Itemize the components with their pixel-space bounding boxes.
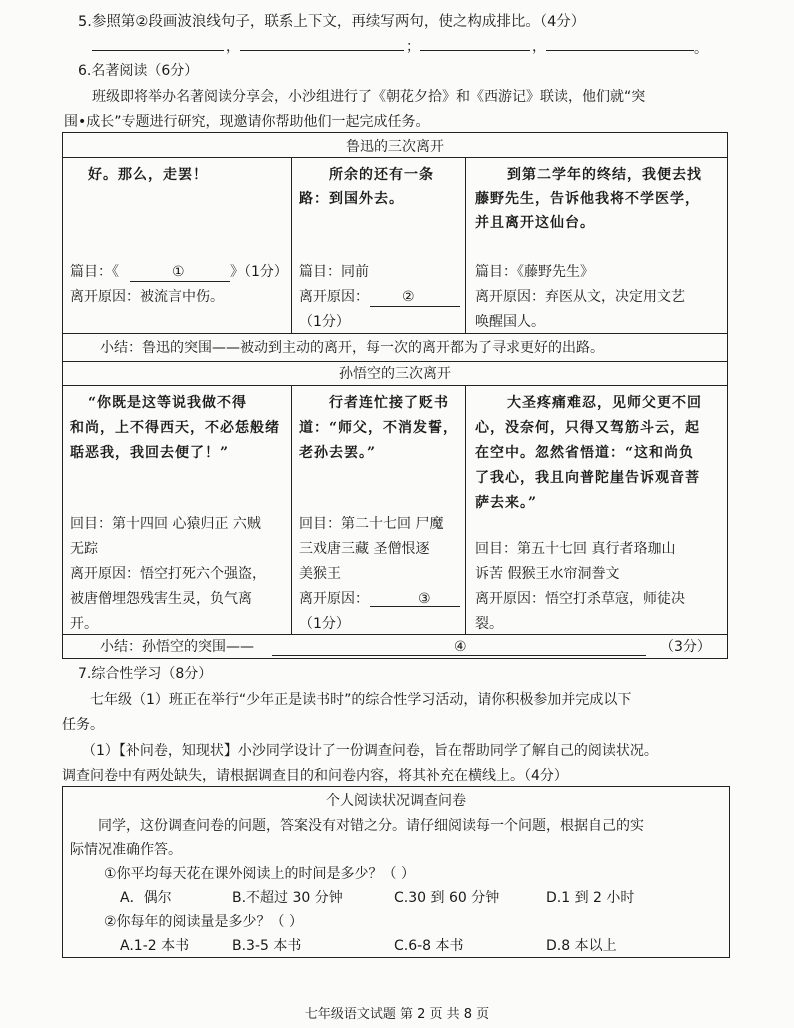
wukong-reason-1-l1: 离开原因：悟空打死六个强盗， [70, 566, 266, 582]
luxun-piece-1-label: 篇目：《 [70, 264, 119, 280]
wukong-quote-3-l5: 萨去来。” [475, 495, 538, 511]
luxun-points-2: （1分） [299, 314, 350, 330]
wukong-quote-2-l3: 老孙去罢。” [299, 445, 377, 461]
wukong-quote-2-l1: 行者连忙接了贬书 [329, 395, 449, 411]
luxun-header: 鲁迅的三次离开 [346, 139, 444, 155]
survey-q2-option-a[interactable]: A.1-2 本书 [120, 938, 190, 954]
survey-intro-l2: 际情况准确作答。 [70, 842, 182, 858]
luxun-quote-1: 好。那么，走罢！ [88, 167, 208, 183]
q6-intro-line-1: 班级即将举办名著阅读分享会，小沙组进行了《朝花夕拾》和《西游记》联读，他们就“突 [92, 89, 646, 105]
luxun-blank-2-marker: ② [402, 289, 415, 305]
wukong-reason-3-l1: 离开原因：悟空打杀草寇，师徒决 [475, 591, 685, 607]
luxun-blank-2[interactable] [370, 306, 460, 307]
q7-title: 7.综合性学习（8分） [78, 666, 213, 682]
wukong-quote-2-l2: 道：“师父，不消发誓， [299, 420, 459, 436]
wukong-reason-2-label: 离开原因： [299, 591, 369, 607]
survey-q1: ①你平均每天花在课外阅读上的时间是多少？（ ） [104, 866, 415, 882]
wukong-quote-3-l4: 了我心，我且向普陀崖告诉观音菩 [475, 470, 700, 486]
q6-intro-line-2: 围•成长”专题进行研究，现邀请你帮助他们一起完成任务。 [64, 114, 430, 130]
luxun-quote-3-l3: 并且离开这仙台。 [475, 215, 595, 231]
luxun-quote-2-l1: 所余的还有一条 [329, 167, 434, 183]
q5-answer-blank-1[interactable] [92, 50, 224, 51]
luxun-reason-1: 离开原因：被流言中伤。 [70, 289, 224, 305]
wukong-blank-3-marker: ③ [418, 591, 431, 607]
wukong-header: 孙悟空的三次离开 [339, 366, 451, 382]
wukong-reason-3-l2: 裂。 [475, 616, 503, 632]
luxun-piece-1-end: 》（1分） [230, 264, 288, 280]
q5-comma: ， [532, 39, 546, 55]
wukong-chapter-2-l1: 回目：第二十七回 尸魔 [299, 516, 444, 532]
wukong-chapter-2-l3: 美猴王 [299, 566, 341, 582]
wukong-summary-label: 小结：孙悟空的突围—— [100, 639, 254, 655]
wukong-chapter-1-l1: 回目：第十四回 心猿归正 六贼 [70, 516, 261, 532]
survey-q2-option-d[interactable]: D.8 本以上 [546, 938, 617, 954]
wukong-quote-1-l2: 和尚，上不得西天，不必恁般绪 [70, 420, 280, 436]
q5-answer-blank-3[interactable] [420, 50, 530, 51]
luxun-piece-2: 篇目：同前 [299, 264, 369, 280]
q7-intro-l1: 七年级（1）班正在举行“少年正是读书时”的综合性学习活动，请你积极参加并完成以下 [90, 692, 632, 708]
wukong-points-2: （1分） [299, 616, 350, 632]
luxun-quote-3-l1: 到第二学年的终结，我便去找 [507, 167, 702, 183]
wukong-chapter-3-l2: 诉苦 假猴王水帘洞誊文 [475, 566, 620, 582]
wukong-quote-3-l1: 大圣疼痛难忍，见师父更不回 [507, 395, 702, 411]
luxun-quote-3-l2: 藤野先生，告诉他我将不学医学， [475, 191, 700, 207]
survey-intro-l1: 同学，这份调查问卷的问题，答案没有对错之分。请仔细阅读每一个问题，根据自己的实 [98, 818, 644, 834]
luxun-piece-3: 篇目：《藤野先生》 [475, 264, 594, 280]
wukong-chapter-2-l2: 三戏唐三藏 圣僧恨逐 [299, 541, 430, 557]
wukong-quote-1-l1: “你既是这等说我做不得 [88, 395, 248, 411]
survey-title: 个人阅读状况调查问卷 [326, 793, 466, 809]
survey-q1-option-a[interactable]: A．偶尔 [120, 890, 172, 906]
luxun-quote-2-l2: 路：到国外去。 [299, 191, 404, 207]
q5-prompt: 5.参照第②段画波浪线句子，联系上下文，再续写两句，使之构成排比。（4分） [78, 14, 586, 30]
q5-period: 。 [694, 41, 708, 57]
wukong-reason-1-l3: 开。 [70, 616, 98, 632]
q5-answer-blank-4[interactable] [546, 50, 694, 51]
wukong-quote-3-l3: 在空中。忽然省悟道：“这和尚负 [475, 445, 695, 461]
q5-answer-blank-2[interactable] [240, 50, 404, 51]
wukong-quote-1-l3: 聒恶我，我回去便了！” [70, 445, 230, 461]
survey-q2: ②你每年的阅读量是多少？（ ） [104, 914, 304, 930]
q7-sub1-l1: （1）【补问卷，知现状】小沙同学设计了一份调查问卷，旨在帮助同学了解自己的阅读状况。 [82, 743, 658, 759]
survey-q1-option-c[interactable]: C.30 到 60 分钟 [394, 890, 500, 906]
luxun-reason-3-l1: 离开原因：弃医从文，决定用文艺 [475, 289, 685, 305]
q5-comma: ， [226, 39, 240, 55]
q5-semicolon: ； [406, 39, 420, 55]
luxun-summary: 小结：鲁迅的突围——被动到主动的离开，每一次的离开都为了寻求更好的出路。 [100, 340, 604, 356]
wukong-quote-3-l2: 心，没奈何，只得又驾筋斗云，起 [475, 420, 700, 436]
q7-intro-l2: 任务。 [62, 717, 104, 733]
wukong-blank-4-marker: ④ [454, 639, 467, 655]
survey-q2-option-c[interactable]: C.6-8 本书 [394, 938, 464, 954]
survey-q1-option-d[interactable]: D.1 到 2 小时 [546, 890, 635, 906]
wukong-chapter-1-l2: 无踪 [70, 541, 98, 557]
survey-q2-option-b[interactable]: B.3-5 本书 [232, 938, 302, 954]
wukong-chapter-3-l1: 回目：第五十七回 真行者珞珈山 [475, 541, 676, 557]
luxun-blank-1-marker: ① [172, 264, 185, 280]
wukong-summary-points: （3分） [660, 639, 711, 655]
luxun-reason-2-label: 离开原因： [299, 289, 369, 305]
page-footer: 七年级语文试题 第 2 页 共 8 页 [304, 1007, 490, 1022]
q6-title: 6.名著阅读（6分） [78, 63, 199, 79]
wukong-blank-3[interactable] [370, 606, 460, 607]
q7-sub1-l2: 调查问卷中有两处缺失，请根据调查目的和问卷内容，将其补充在横线上。（4分） [62, 768, 568, 784]
wukong-reason-1-l2: 被唐僧埋怨残害生灵，负气离 [70, 591, 252, 607]
survey-q1-option-b[interactable]: B.不超过 30 分钟 [232, 890, 343, 906]
luxun-reason-3-l2: 唤醒国人。 [475, 314, 545, 330]
